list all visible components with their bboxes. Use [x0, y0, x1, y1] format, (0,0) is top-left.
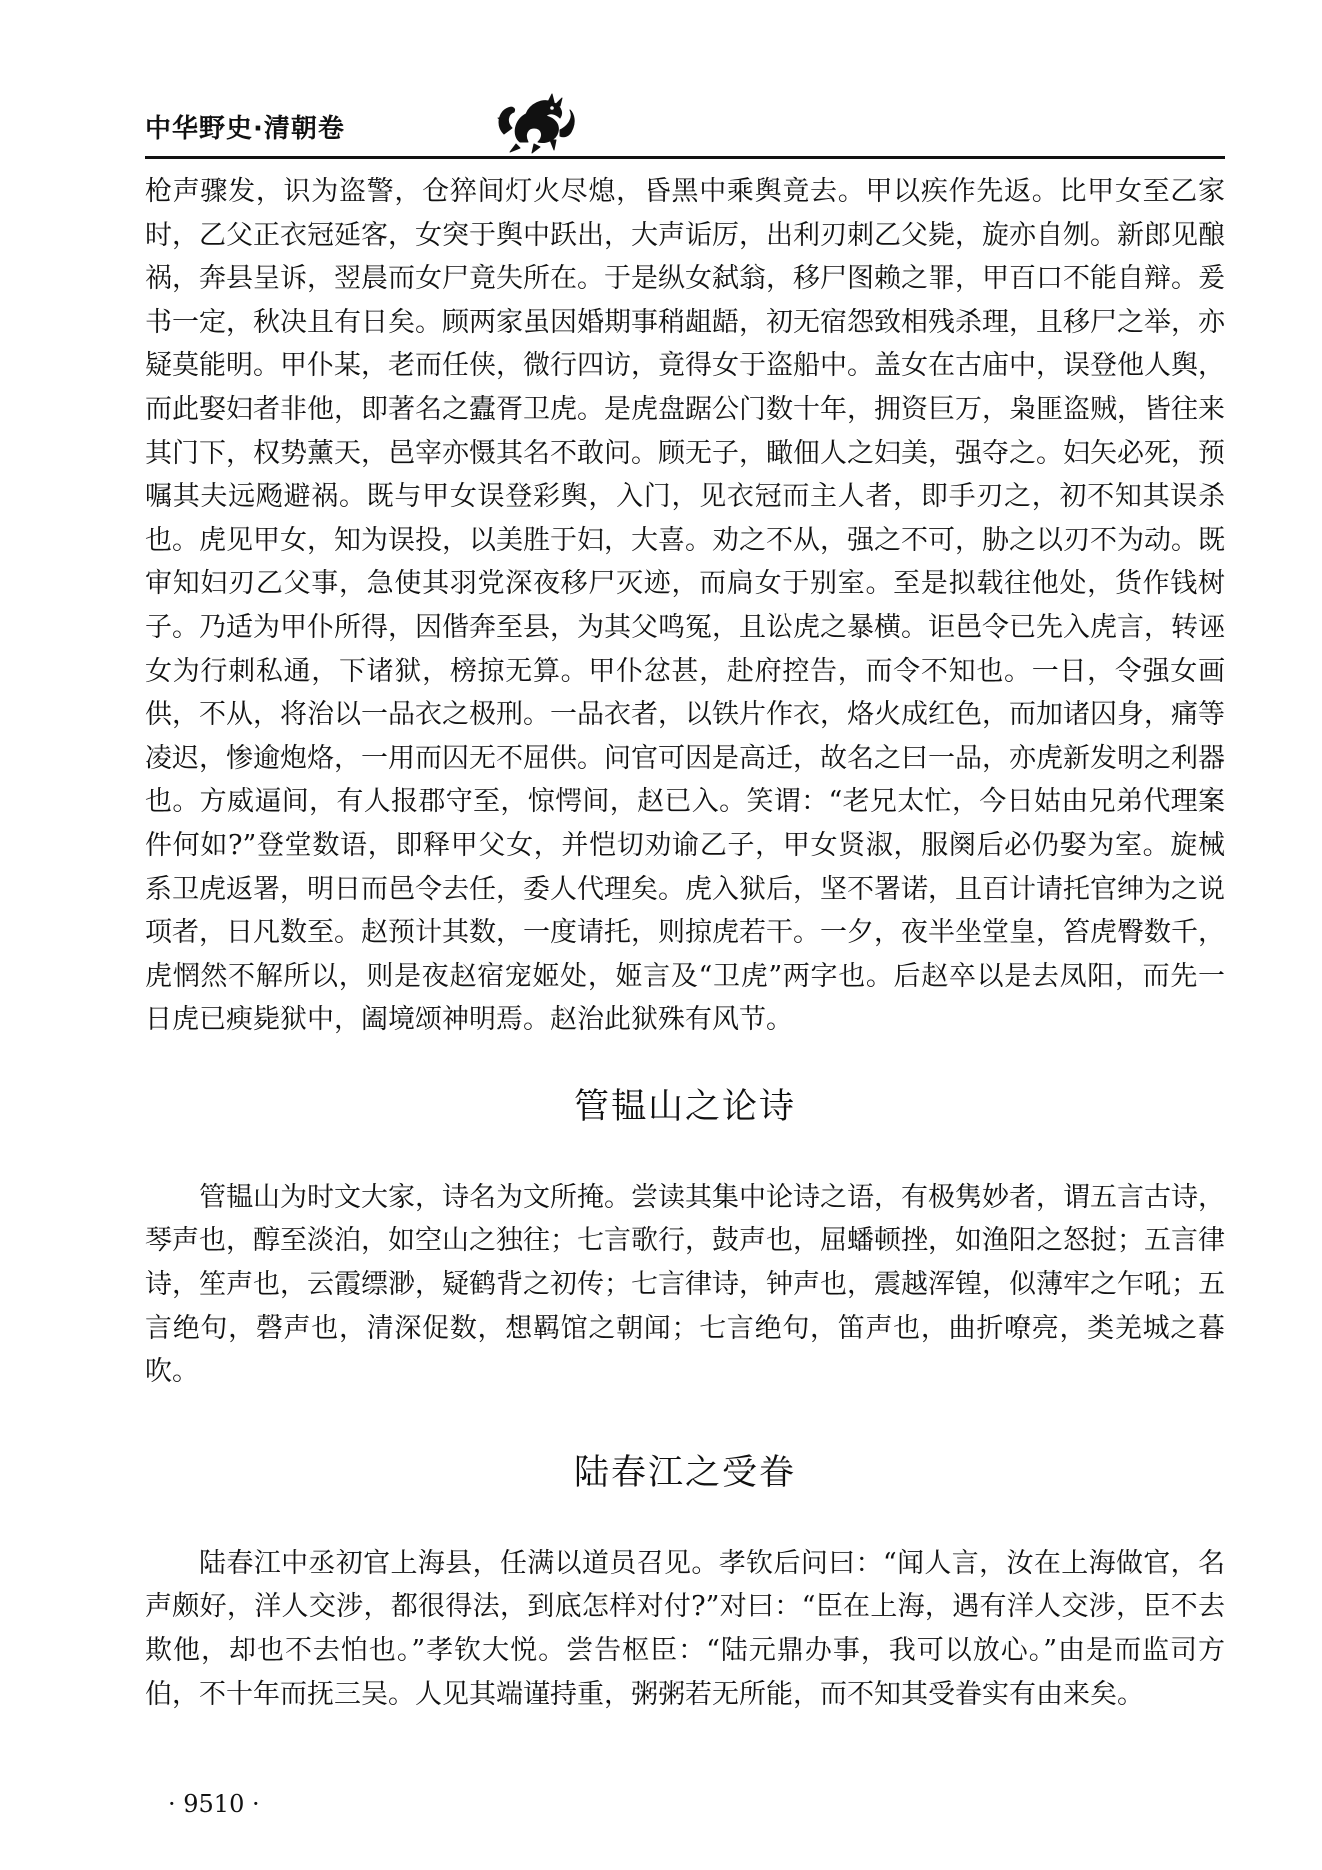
- header-rule: [145, 156, 1225, 159]
- book-title: 中华野史·清朝卷: [145, 114, 345, 144]
- running-header: [145, 104, 1225, 162]
- body-paragraph: 陆春江中丞初官上海县，任满以道员召见。孝钦后问曰：“闻人言，汝在上海做官，名声颇好，洋人交涉，都很得法，到底怎样对付?”对曰：“臣在上海，遇有洋人交涉，臣不去欺他，却也不去怕也。”孝钦大悦。尝告枢臣：“陆元鼎办事，我可以放心。”由是而监司方伯，不十年而抚三吴。人见其端谨持重，粥粥若无所能，而不知其受眷实有由来矣。: [145, 1547, 1225, 1710]
- section-heading: 陆春江之受眷: [573, 1452, 796, 1493]
- body-paragraph: 管韫山为时文大家，诗名为文所掩。尝读其集中论诗之语，有极隽妙者，谓五言古诗，琴声也，醇至淡泊，如空山之独往；七言歌行，鼓声也，屈蟠顿挫，如渔阳之怒挝；五言律诗，笙声也，云霞缥渺，疑鹤背之初传；七言律诗，钟声也，震越浑锽，似薄牢之乍吼；五言绝句，磬声也，清深促数，想羁馆之朝闻；七言绝句，笛声也，曲折嘹亮，类羌城之暮吹。: [145, 1181, 1225, 1388]
- page-body: [145, 170, 1225, 1716]
- body-paragraph: 枪声骤发，识为盗警，仓猝间灯火尽熄，昏黑中乘舆竟去。甲以疾作先返。比甲女至乙家时，乙父正衣冠延客，女突于舆中跃出，大声诟厉，出利刃刺乙父毙，旋亦自刎。新郎见酿祸，奔县呈诉，翌晨而女尸竟失所在。于是纵女弑翁，移尸图赖之罪，甲百口不能自辩。爰书一定，秋决且有日矣。顾两家虽因婚期事稍龃龉，初无宿怨致相残杀理，且移尸之举，亦疑莫能明。甲仆某，老而任侠，微行四访，竟得女于盗船中。盖女在古庙中，误登他人舆，而此娶妇者非他，即著名之蠹胥卫虎。是虎盘踞公门数十年，拥资巨万，枭匪盗贼，皆往来其门下，权势薰天，邑宰亦慑其名不敢问。顾无子，瞰佃人之妇美，强夺之。妇矢必死，预嘱其夫远飏避祸。既与甲女误登彩舆，入门，见衣冠而主人者，即手刃之，初不知其误杀也。虎见甲女，知为误投，以美胜于妇，大喜。劝之不从，强之不可，胁之以刃不为动。既审知妇刃乙父事，急使其羽党深夜移尸灭迹，而扃女于别室。至是拟载往他处，货作钱树子。乃适为甲仆所得，因偕奔至县，为其父鸣冤，且讼虎之暴横。讵邑令已先入虎言，转诬女为行刺私通，下诸狱，榜掠无算。甲仆忿甚，赴府控告，而令不知也。一日，令强女画供，不从，将治以一品衣之极刑。一品衣者，以铁片作衣，烙火成红色，而加诸囚身，痛等凌迟，惨逾炮烙，一用而囚无不屈供。问官可因是高迁，故名之曰一品，亦虎新发明之利器也。方威逼间，有人报郡守至，惊愕间，赵已入。笑谓：“老兄太忙，今日姑由兄弟代理案件何如?”登堂数语，即释甲父女，并恺切劝谕乙子，甲女贤淑，服阕后必仍娶为室。旋械系卫虎返署，明日而邑令去任，委人代理矣。虎入狱后，坚不署诺，且百计请托官绅为之说项者，日凡数至。赵预计其数，一度请托，则掠虎若干。一夕，夜半坐堂皇，笞虎臀数千，虎惘然不解所以，则是夜赵宿宠姬处，姬言及“卫虎”两字也。后赵卒以是去凤阳，而先一日虎已瘐毙狱中，阖境颂神明焉。赵治此狱殊有风节。: [145, 176, 1225, 1036]
- dragon-emblem-icon: [490, 90, 578, 154]
- section-heading: 管韫山之论诗: [573, 1086, 796, 1127]
- page-number: · 9510 ·: [168, 1790, 260, 1818]
